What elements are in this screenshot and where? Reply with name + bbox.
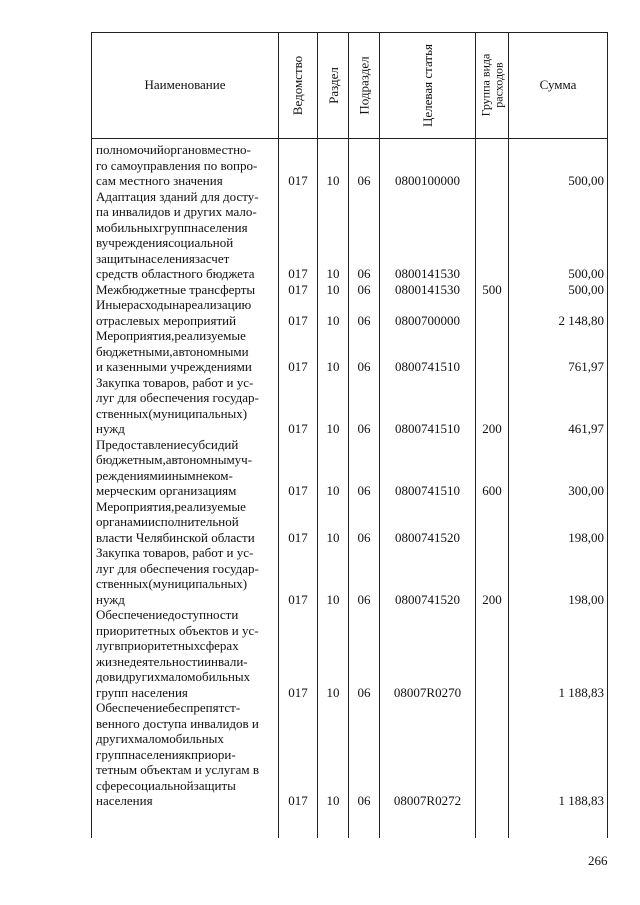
table-row (0, 700, 640, 809)
row-name-line: мобильныхгруппнаселения (96, 219, 248, 235)
table-row (0, 545, 640, 607)
row-name-line: другихмаломобильных (96, 731, 224, 746)
row-celevaya: 0800741520 (395, 591, 460, 607)
table-row (0, 297, 640, 328)
row-podrazdel: 06 (357, 421, 371, 436)
row-ved: 017 (288, 591, 308, 607)
row-name-line: нужд (96, 591, 125, 607)
row-name-line: довидругихмаломобильных (96, 669, 251, 684)
table-row (0, 328, 640, 375)
row-name (96, 499, 276, 546)
row-razdel: 10 (326, 483, 340, 498)
row-name-line: органамиисполнительной (96, 514, 239, 529)
row-celevaya: 0800141530 (395, 281, 460, 297)
row-celevaya: 08007R0272 (393, 793, 462, 808)
row-name-line: группнаселениякприори- (96, 746, 236, 762)
row-name (96, 700, 276, 809)
row-podrazdel: 06 (357, 591, 371, 607)
table-row (0, 437, 640, 499)
page-number: 266 (588, 853, 608, 868)
row-name (96, 375, 276, 437)
row-name-line: лугвприоритетныхсферах (96, 638, 239, 653)
row-name-line: нужд (96, 421, 125, 436)
row-celevaya: 0800741510 (395, 421, 460, 436)
row-name-line: и казенными учреждениями (96, 359, 252, 374)
header-ved-cell (279, 32, 317, 138)
row-summa: 1 188,83 (558, 684, 604, 700)
row-name-line: бюджетным,автономнымуч- (96, 452, 253, 467)
row-name-line: луг для обеспечения государ- (96, 390, 259, 405)
row-podrazdel: 06 (357, 266, 371, 281)
row-name-line: го самоуправления по вопро- (96, 157, 258, 173)
table-row (0, 375, 640, 437)
row-gruppa: 600 (482, 483, 502, 498)
row-summa: 500,00 (568, 173, 604, 188)
row-name (96, 545, 276, 607)
table-row (0, 499, 640, 546)
row-name-line: тетным объектам и услугам в (96, 762, 259, 777)
header-razdel-cell (318, 32, 348, 138)
row-name-line: мерческим организациям (96, 483, 237, 498)
row-razdel: 10 (326, 793, 340, 808)
row-podrazdel: 06 (357, 312, 371, 328)
row-name (96, 189, 276, 282)
header-summa: Сумма (539, 77, 577, 92)
row-celevaya: 08007R0270 (393, 684, 462, 700)
row-name (96, 142, 276, 189)
row-name-line: реждениямиинымнеком- (96, 467, 233, 483)
row-name (96, 297, 276, 328)
row-celevaya: 0800141530 (395, 266, 460, 281)
row-ved: 017 (288, 312, 308, 328)
row-name-line: сам местного значения (96, 173, 223, 188)
row-celevaya: 0800741510 (395, 483, 460, 498)
row-name-line: Обеспечениедоступности (96, 607, 239, 622)
row-razdel: 10 (326, 173, 340, 188)
header-celevaya: Целевая статья (419, 43, 435, 127)
row-name-line: Межбюджетные трансферты (96, 281, 256, 297)
row-name-line: Иныерасходынареализацию (96, 297, 252, 312)
row-name (96, 282, 276, 298)
row-name-line: луг для обеспечения государ- (96, 560, 259, 576)
row-podrazdel: 06 (357, 529, 371, 545)
row-name-line: ственных(муниципальных) (96, 405, 248, 421)
row-summa: 761,97 (568, 359, 604, 374)
row-name-line: населения (96, 793, 153, 808)
table-row (0, 282, 640, 298)
row-name-line: Закупка товаров, работ и ус- (96, 374, 254, 390)
row-ved: 017 (288, 421, 308, 436)
row-summa: 2 148,80 (558, 312, 604, 328)
row-razdel: 10 (326, 591, 340, 607)
table-row (0, 189, 640, 282)
header-ved: Ведомство (290, 55, 306, 115)
row-name-line: групп населения (96, 684, 188, 700)
row-ved: 017 (288, 793, 308, 808)
row-ved: 017 (288, 359, 308, 374)
header-bottom-border (91, 138, 607, 139)
header-gruppa-cell (476, 32, 508, 138)
header-gruppa (479, 54, 505, 117)
row-ved: 017 (288, 281, 308, 297)
row-name-line: Закупка товаров, работ и ус- (96, 545, 254, 560)
row-name-line: венного доступа инвалидов и (96, 715, 259, 731)
row-name-line: жизнедеятельностиинвали- (96, 653, 248, 669)
row-name-line: отраслевых мероприятий (96, 312, 237, 328)
row-name-line: вучреждениясоциальной (96, 235, 234, 250)
row-name-line: сфересоциальнойзащиты (96, 777, 236, 793)
row-summa: 198,00 (568, 529, 604, 545)
table-row (0, 607, 640, 700)
row-celevaya: 0800741510 (395, 359, 460, 374)
row-celevaya: 0800741520 (395, 529, 460, 545)
row-ved: 017 (288, 483, 308, 498)
row-name-line: средств областного бюджета (96, 266, 255, 281)
row-name (96, 437, 276, 499)
row-name-line: власти Челябинской области (96, 529, 255, 545)
row-razdel: 10 (326, 281, 340, 297)
row-razdel: 10 (326, 359, 340, 374)
row-podrazdel: 06 (357, 359, 371, 374)
row-summa: 500,00 (568, 266, 604, 281)
header-gruppa-line1: Группа вида (478, 53, 492, 117)
row-gruppa: 200 (482, 591, 502, 607)
row-gruppa: 200 (482, 421, 502, 436)
row-podrazdel: 06 (357, 483, 371, 498)
row-name (96, 607, 276, 700)
row-ved: 017 (288, 173, 308, 188)
row-celevaya: 0800100000 (395, 173, 460, 188)
header-gruppa-line2: расходов (491, 62, 505, 108)
row-name-line: Мероприятия,реализуемые (96, 498, 246, 514)
row-razdel: 10 (326, 684, 340, 700)
row-name-line: Предоставлениесубсидий (96, 436, 239, 452)
row-summa: 500,00 (568, 281, 604, 297)
header-podrazdel: Подраздел (356, 55, 372, 115)
row-summa: 461,97 (568, 421, 604, 436)
row-name-line: защитынаселениязасчет (96, 250, 230, 266)
row-summa: 300,00 (568, 483, 604, 498)
row-name-line: бюджетными,автономными (96, 343, 249, 359)
table-row (0, 142, 640, 189)
header-podrazdel-cell (349, 32, 379, 138)
row-ved: 017 (288, 684, 308, 700)
row-name-line: Обеспечениебеспрепятст- (96, 700, 241, 715)
row-ved: 017 (288, 529, 308, 545)
row-razdel: 10 (326, 312, 340, 328)
row-name-line: ственных(муниципальных) (96, 576, 248, 591)
header-name: Наименование (144, 77, 226, 92)
row-podrazdel: 06 (357, 793, 371, 808)
row-podrazdel: 06 (357, 684, 371, 700)
row-name-line: полномочийоргановместно- (96, 142, 251, 157)
row-razdel: 10 (326, 266, 340, 281)
row-summa: 198,00 (568, 591, 604, 607)
row-razdel: 10 (326, 421, 340, 436)
row-name (96, 328, 276, 375)
header-celevaya-cell (380, 32, 475, 138)
row-name-line: Мероприятия,реализуемые (96, 328, 246, 343)
row-gruppa: 500 (482, 281, 502, 297)
row-podrazdel: 06 (357, 281, 371, 297)
row-razdel: 10 (326, 529, 340, 545)
header-razdel: Раздел (325, 66, 341, 104)
row-name-line: приоритетных объектов и ус- (96, 622, 259, 638)
row-celevaya: 0800700000 (395, 312, 460, 328)
row-name-line: па инвалидов и других мало- (96, 204, 257, 219)
row-summa: 1 188,83 (558, 793, 604, 808)
row-name-line: Адаптация зданий для досту- (96, 188, 259, 204)
row-ved: 017 (288, 266, 308, 281)
row-podrazdel: 06 (357, 173, 371, 188)
